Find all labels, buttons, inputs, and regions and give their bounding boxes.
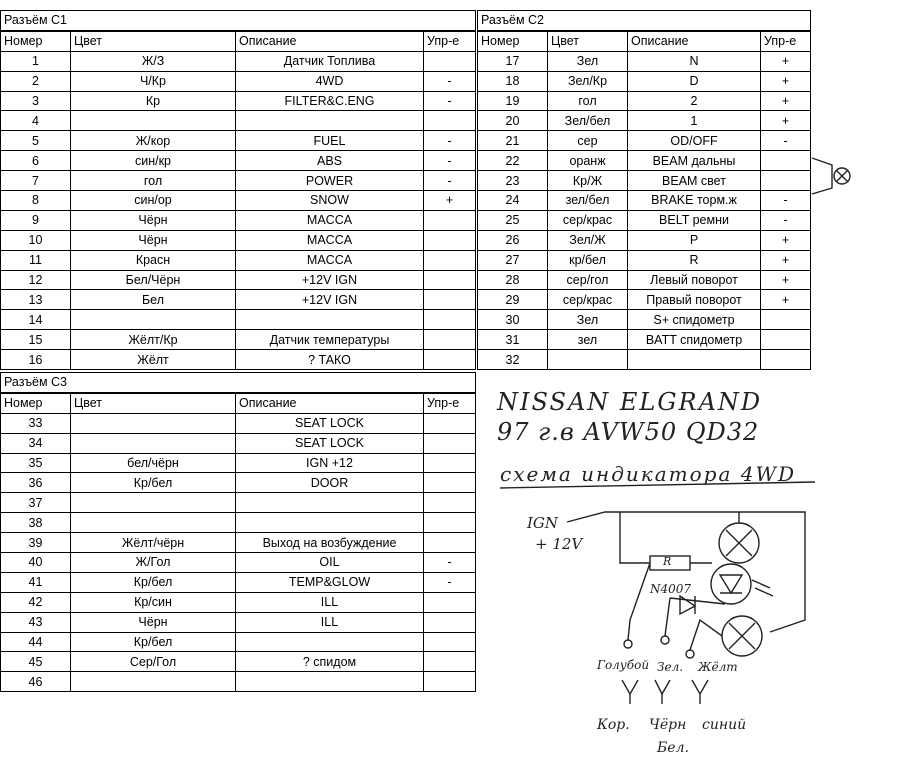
label-diode: N4007 — [650, 582, 692, 596]
cell-number: 26 — [478, 230, 548, 250]
cell-color: Жёлт/Кр — [71, 330, 236, 350]
cell-color: Зел/бел — [548, 111, 628, 131]
cell-description: IGN +12 — [236, 453, 424, 473]
cell-color: гол — [548, 91, 628, 111]
cell-control: - — [424, 151, 476, 171]
cell-color: Ж/кор — [71, 131, 236, 151]
cell-color: зел — [548, 330, 628, 350]
cell-number: 12 — [1, 270, 71, 290]
cell-color: Чёрн — [71, 230, 236, 250]
cell-number: 9 — [1, 210, 71, 230]
cell-color: Бел/Чёрн — [71, 270, 236, 290]
branch-wire — [620, 512, 650, 563]
cell-control: - — [761, 191, 811, 211]
label-wire-yellow: Жёлт — [698, 660, 738, 674]
cell-color: Кр — [71, 91, 236, 111]
cell-description: BEAM свет — [628, 171, 761, 191]
cell-color: Зел — [548, 310, 628, 330]
cell-number: 21 — [478, 131, 548, 151]
led-icon — [711, 564, 751, 604]
label-ign: IGN — [527, 514, 559, 532]
cell-color: Чёрн — [71, 210, 236, 230]
cell-color: Кр/син — [71, 592, 236, 612]
cell-color: Кр/Ж — [548, 171, 628, 191]
cell-control: + — [761, 290, 811, 310]
cell-color: Сер/Гол — [71, 652, 236, 672]
cell-description: FILTER&C.ENG — [236, 91, 424, 111]
label-bottom-white: Бел. — [657, 740, 689, 756]
cell-description: MACCA — [236, 230, 424, 250]
title-underline — [500, 482, 815, 488]
connector-c1-title: Разъём С1 — [1, 11, 476, 31]
connector-c3-title: Разъём С3 — [1, 373, 476, 393]
cell-number: 24 — [478, 191, 548, 211]
cell-number: 6 — [1, 151, 71, 171]
cell-color: Кр/бел — [71, 632, 236, 652]
cell-number: 4 — [1, 111, 71, 131]
cell-control: + — [424, 191, 476, 211]
feed-wire — [567, 512, 805, 632]
cell-color: сер/гол — [548, 270, 628, 290]
cell-color: Ж/З — [71, 51, 236, 71]
cell-number: 17 — [478, 51, 548, 71]
bracket-icon — [812, 158, 832, 194]
cell-description: SEAT LOCK — [236, 433, 424, 453]
header-number: Номер — [1, 31, 71, 51]
cell-color: бел/чёрн — [71, 453, 236, 473]
cell-number: 13 — [1, 290, 71, 310]
cell-color: Кр/бел — [71, 572, 236, 592]
cell-description: R — [628, 250, 761, 270]
label-bottom-black: Чёрн — [649, 717, 687, 733]
connector-c2-title: Разъём С2 — [478, 11, 811, 31]
cell-control: + — [761, 270, 811, 290]
cell-color: Чёрн — [71, 612, 236, 632]
cell-color: сер/крас — [548, 210, 628, 230]
cell-color: Ж/Гол — [71, 553, 236, 573]
cell-number: 35 — [1, 453, 71, 473]
header-control: Упр-е — [424, 31, 476, 51]
cell-description: FUEL — [236, 131, 424, 151]
cell-number: 42 — [1, 592, 71, 612]
cell-description: BEAM дальны — [628, 151, 761, 171]
cell-description: 4WD — [236, 71, 424, 91]
cell-control: - — [424, 131, 476, 151]
cell-color: Ч/Кр — [71, 71, 236, 91]
cell-control: - — [424, 553, 476, 573]
cell-control: - — [424, 71, 476, 91]
header-number: Номер — [478, 31, 548, 51]
cell-number: 5 — [1, 131, 71, 151]
cell-color: Зел/Кр — [548, 71, 628, 91]
cell-number: 32 — [478, 350, 548, 370]
cell-color: сер/крас — [548, 290, 628, 310]
cell-number: 27 — [478, 250, 548, 270]
cell-number: 15 — [1, 330, 71, 350]
cell-number: 14 — [1, 310, 71, 330]
cell-description: BRAKE торм.ж — [628, 191, 761, 211]
cell-description: 1 — [628, 111, 761, 131]
cell-number: 30 — [478, 310, 548, 330]
cell-number: 28 — [478, 270, 548, 290]
cell-description: ILL — [236, 612, 424, 632]
cell-description: SNOW — [236, 191, 424, 211]
cell-description: Датчик температуры — [236, 330, 424, 350]
cell-description: MACCA — [236, 210, 424, 230]
cell-number: 29 — [478, 290, 548, 310]
cell-description: S+ спидометр — [628, 310, 761, 330]
cell-color: Кр/бел — [71, 473, 236, 493]
cell-color: кр/бел — [548, 250, 628, 270]
cell-color: зел/бел — [548, 191, 628, 211]
cell-number: 11 — [1, 250, 71, 270]
cell-color: Зел — [548, 51, 628, 71]
label-wire-blue: Голубой — [597, 658, 650, 672]
header-description: Описание — [236, 31, 424, 51]
cell-control: - — [761, 210, 811, 230]
cell-control: - — [761, 131, 811, 151]
cell-color: Зел/Ж — [548, 230, 628, 250]
label-bottom-blue: синий — [702, 717, 747, 733]
cell-description: +12V IGN — [236, 270, 424, 290]
cell-number: 34 — [1, 433, 71, 453]
note-car-model: NISSAN ELGRAND — [497, 388, 763, 416]
cell-number: 1 — [1, 51, 71, 71]
cell-color: син/ор — [71, 191, 236, 211]
cell-number: 46 — [1, 672, 71, 692]
cell-color: сер — [548, 131, 628, 151]
header-number: Номер — [1, 393, 71, 413]
cell-number: 39 — [1, 533, 71, 553]
cell-control: - — [424, 572, 476, 592]
label-wire-green: Зел. — [657, 660, 684, 674]
cell-description: N — [628, 51, 761, 71]
cell-number: 38 — [1, 513, 71, 533]
cell-description: OIL — [236, 553, 424, 573]
cell-number: 36 — [1, 473, 71, 493]
cell-description: Правый поворот — [628, 290, 761, 310]
cell-number: 31 — [478, 330, 548, 350]
header-control: Упр-е — [761, 31, 811, 51]
cell-color: Жёлт/чёрн — [71, 533, 236, 553]
cell-control: + — [761, 71, 811, 91]
cell-control: - — [424, 171, 476, 191]
cell-control: - — [424, 91, 476, 111]
cell-control: + — [761, 250, 811, 270]
cell-number: 37 — [1, 493, 71, 513]
cell-number: 25 — [478, 210, 548, 230]
cell-number: 22 — [478, 151, 548, 171]
label-resistor: R — [663, 555, 672, 568]
cell-description: D — [628, 71, 761, 91]
label-12v: + 12V — [535, 535, 583, 553]
cell-color: Красн — [71, 250, 236, 270]
cell-number: 33 — [1, 413, 71, 433]
cell-description: POWER — [236, 171, 424, 191]
cell-description: MACCA — [236, 250, 424, 270]
header-description: Описание — [628, 31, 761, 51]
cell-description: ? ТАКО — [236, 350, 424, 370]
cell-number: 43 — [1, 612, 71, 632]
cell-description: +12V IGN — [236, 290, 424, 310]
cell-description: ABS — [236, 151, 424, 171]
cell-control: + — [761, 51, 811, 71]
cell-number: 18 — [478, 71, 548, 91]
cell-number: 44 — [1, 632, 71, 652]
cell-description: BELT ремни — [628, 210, 761, 230]
header-color: Цвет — [71, 393, 236, 413]
cell-number: 41 — [1, 572, 71, 592]
cell-control: + — [761, 230, 811, 250]
cell-color: оранж — [548, 151, 628, 171]
cell-control: + — [761, 91, 811, 111]
header-description: Описание — [236, 393, 424, 413]
cell-number: 7 — [1, 171, 71, 191]
cell-number: 20 — [478, 111, 548, 131]
cell-description: Выход на возбуждение — [236, 533, 424, 553]
cell-color: Бел — [71, 290, 236, 310]
cell-number: 19 — [478, 91, 548, 111]
cell-number: 45 — [1, 652, 71, 672]
cell-description: ? спидом — [236, 652, 424, 672]
cell-control: + — [761, 111, 811, 131]
header-control: Упр-е — [424, 393, 476, 413]
cell-number: 10 — [1, 230, 71, 250]
cell-description: Датчик Топлива — [236, 51, 424, 71]
cell-description: ILL — [236, 592, 424, 612]
cell-color: син/кр — [71, 151, 236, 171]
label-bottom-brown: Кор. — [597, 717, 630, 733]
cell-number: 2 — [1, 71, 71, 91]
cell-number: 23 — [478, 171, 548, 191]
cell-description: BATT спидометр — [628, 330, 761, 350]
cell-description: DOOR — [236, 473, 424, 493]
note-scheme-title: схема индикатора 4WD — [500, 462, 797, 486]
cell-color: гол — [71, 171, 236, 191]
cell-color: Жёлт — [71, 350, 236, 370]
cell-description: Левый поворот — [628, 270, 761, 290]
cell-description: 2 — [628, 91, 761, 111]
cell-number: 3 — [1, 91, 71, 111]
cell-description: SEAT LOCK — [236, 413, 424, 433]
cell-description: P — [628, 230, 761, 250]
header-color: Цвет — [71, 31, 236, 51]
cell-number: 16 — [1, 350, 71, 370]
cell-number: 8 — [1, 191, 71, 211]
header-color: Цвет — [548, 31, 628, 51]
cell-description: OD/OFF — [628, 131, 761, 151]
cell-description: TEMP&GLOW — [236, 572, 424, 592]
note-car-year-engine: 97 г.в AVW50 QD32 — [497, 418, 760, 446]
cell-number: 40 — [1, 553, 71, 573]
